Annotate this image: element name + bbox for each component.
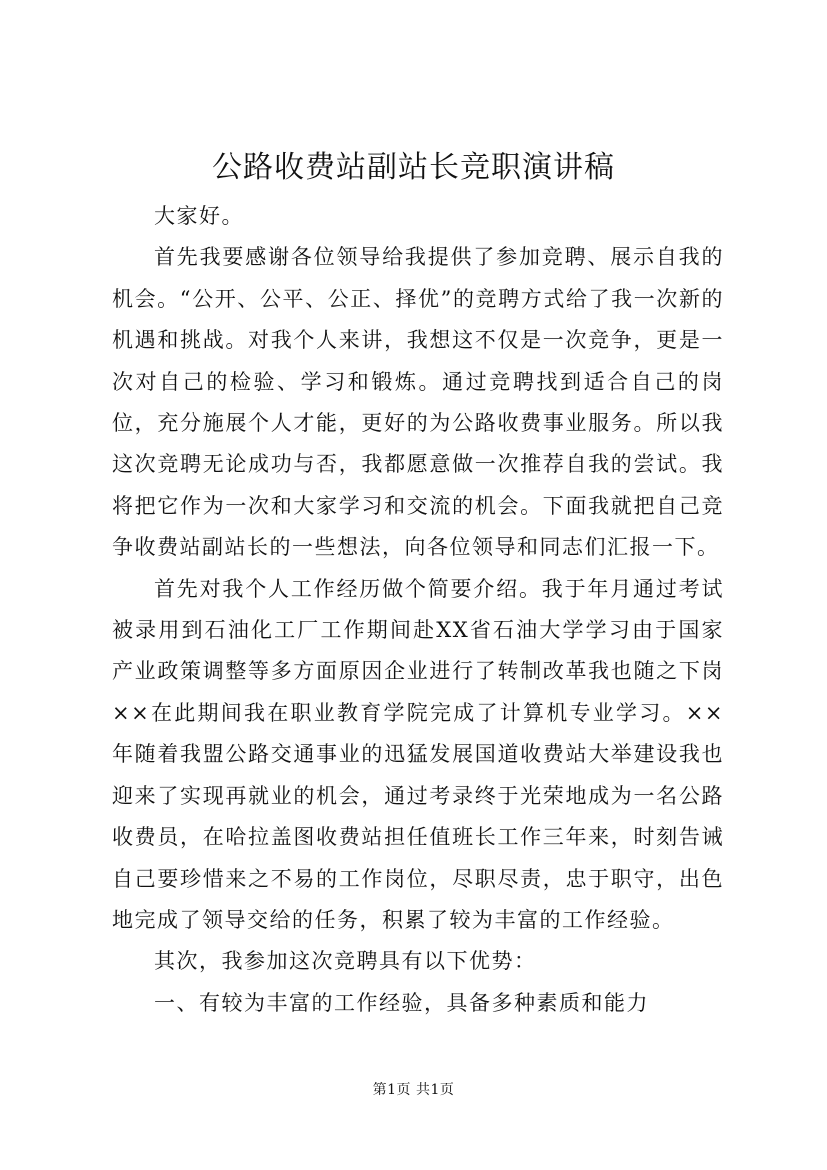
paragraph-thanks: 首先我要感谢各位领导给我提供了参加竞聘、展示自我的机会。“公开、公平、公正、择优”的竞聘方式给了我一次新的机遇和挑战。对我个人来讲，我想这不仅是一次竞争，更是一次对自己的检验、学习和锻炼。通过竞聘找到适合自己的岗位，充分施展个人才能，更好的为公路收费事业服务。所以我这次竞聘无论成功与否，我都愿意做一次推荐自我的尝试。我将把它作为一次和大家学习和交流的机会。下面我就把自己竞争收费站副站长的一些想法，向各位领导和同志们汇报一下。 bbox=[112, 245, 724, 560]
document-body bbox=[112, 196, 724, 1024]
paragraph-greeting: 大家好。 bbox=[154, 204, 244, 228]
page-number-footer: 第1页 共1页 bbox=[372, 1082, 455, 1098]
paragraph-advantages-intro: 其次，我参加这次竞聘具有以下优势： bbox=[154, 949, 537, 974]
document-title: 公路收费站副站长竞职演讲稿 bbox=[212, 150, 615, 185]
paragraph-experience: 首先对我个人工作经历做个简要介绍。我于年月通过考试被录用到石油化工厂工作期间赴XX省石油大学学习由于国家产业政策调整等多方面原因企业进行了转制改革我也随之下岗××在此期间我在职业教育学院完成了计算机专业学习。××年随着我盟公路交通事业的迅猛发展国道收费站大举建设我也迎来了实现再就业的机会，通过考录终于光荣地成为一名公路收费员，在哈拉盖图收费站担任值班长工作三年来，时刻告诫自己要珍惜来之不易的工作岗位，尽职尽责，忠于职守，出色地完成了领导交给的任务，积累了较为丰富的工作经验。 bbox=[112, 576, 724, 932]
paragraph-advantage-one: 一、有较为丰富的工作经验，具备多种素质和能力 bbox=[154, 990, 649, 1015]
